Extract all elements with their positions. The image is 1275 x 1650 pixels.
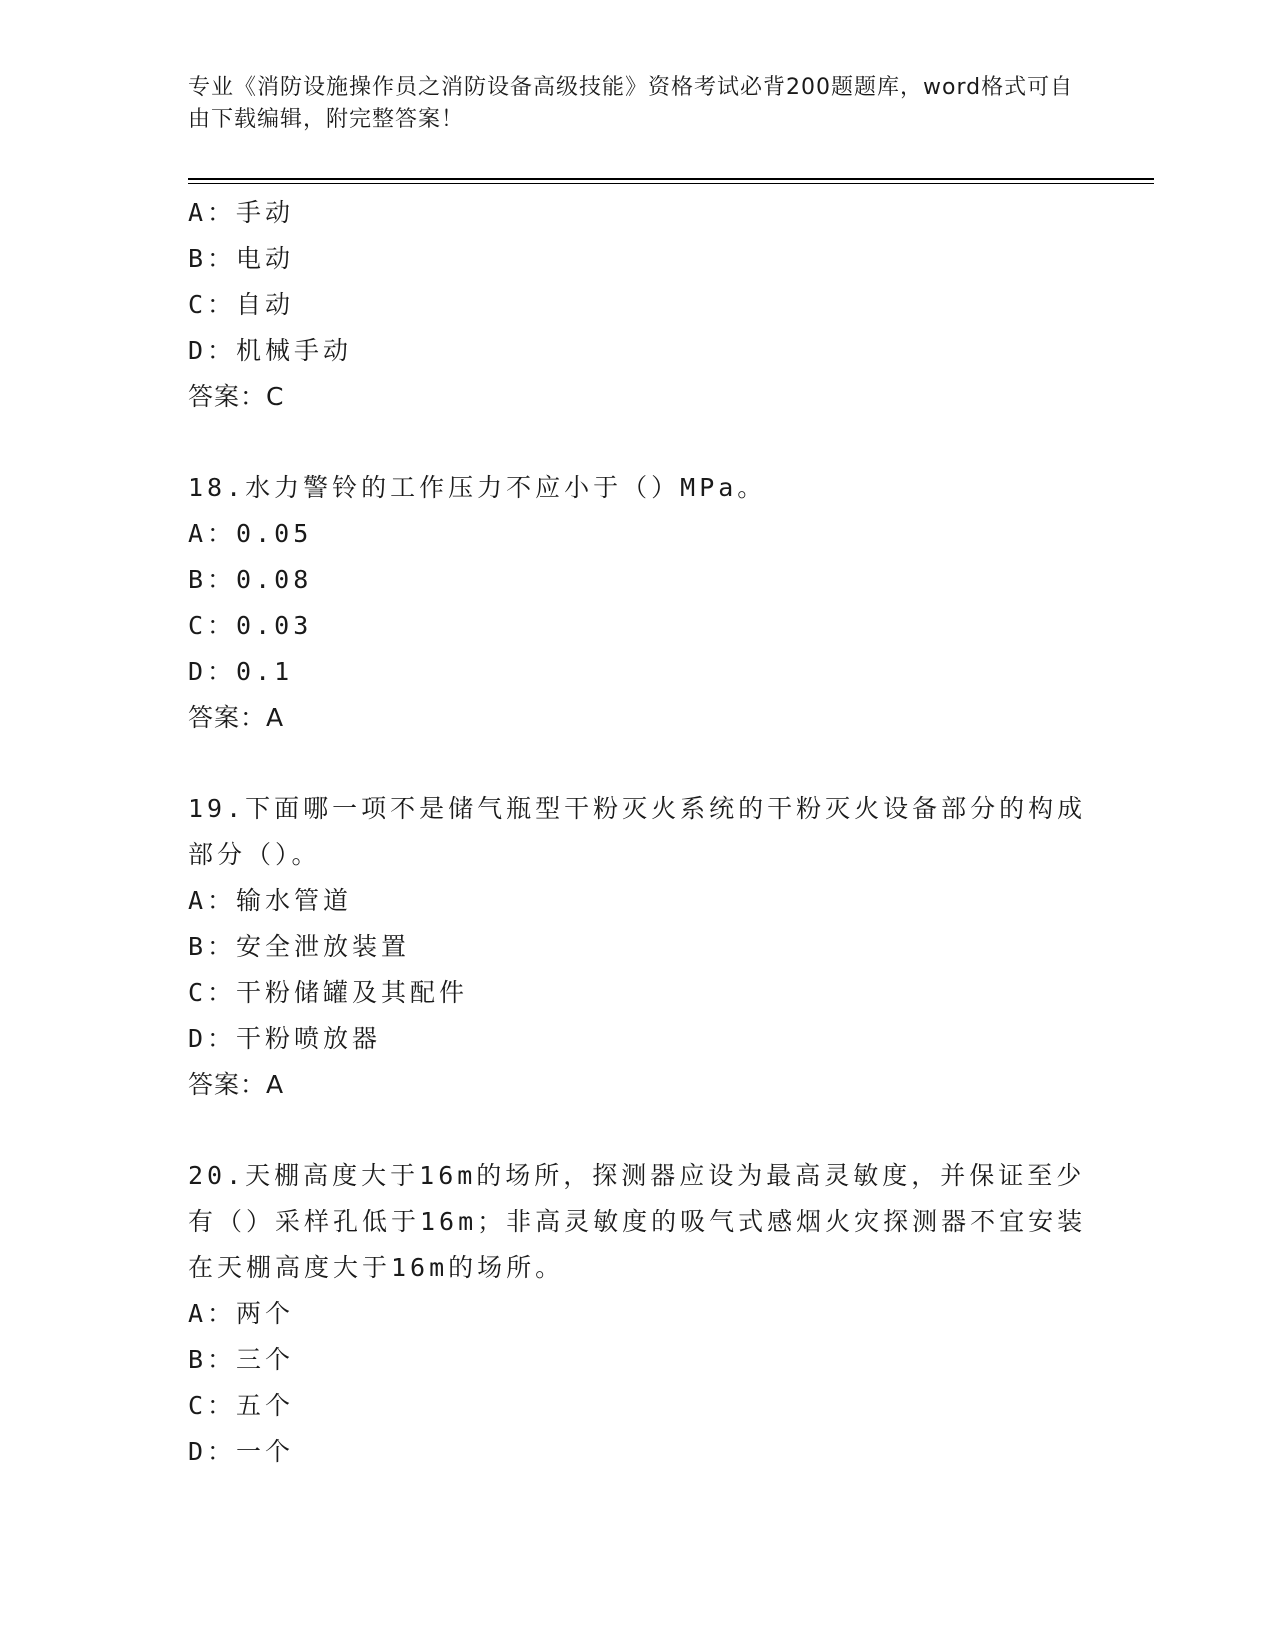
answer: 答案：A (188, 1070, 285, 1099)
question-17 (188, 190, 1088, 420)
option-c: C：干粉储罐及其配件 (188, 978, 469, 1007)
option-a: A：0.05 (188, 519, 313, 548)
option-d: D：机械手动 (188, 336, 353, 365)
option-d: D：一个 (188, 1437, 295, 1466)
answer: 答案：C (188, 382, 285, 411)
question-20 (188, 1153, 1088, 1475)
option-a: A：手动 (188, 198, 295, 227)
question-stem: 20.天棚高度大于16m的场所，探测器应设为最高灵敏度，并保证至少有（）采样孔低于16m；非高灵敏度的吸气式感烟火灾探测器不宜安装在天棚高度大于16m的场所。 (188, 1161, 1087, 1282)
option-a: A：输水管道 (188, 886, 353, 915)
option-c: C：自动 (188, 290, 295, 319)
document-header: 专业《消防设施操作员之消防设备高级技能》资格考试必背200题题库，word格式可自由下载编辑，附完整答案！ (188, 75, 1074, 132)
option-d: D：干粉喷放器 (188, 1024, 382, 1053)
question-stem: 18.水力警铃的工作压力不应小于（）MPa。 (188, 473, 767, 502)
option-d: D：0.1 (188, 657, 294, 686)
question-stem: 19.下面哪一项不是储气瓶型干粉灭火系统的干粉灭火设备部分的构成部分（）。 (188, 794, 1087, 869)
option-a: A：两个 (188, 1299, 295, 1328)
option-b: B：0.08 (188, 565, 313, 594)
header-rule-thick (188, 178, 1154, 180)
option-b: B：安全泄放装置 (188, 932, 411, 961)
option-b: B：三个 (188, 1345, 295, 1374)
option-c: C：0.03 (188, 611, 313, 640)
question-18 (188, 465, 1088, 741)
question-list (188, 190, 1088, 1475)
option-c: C：五个 (188, 1391, 295, 1420)
header-rule-thin (188, 183, 1154, 184)
question-19 (188, 786, 1088, 1108)
option-b: B：电动 (188, 244, 295, 273)
answer: 答案：A (188, 703, 285, 732)
